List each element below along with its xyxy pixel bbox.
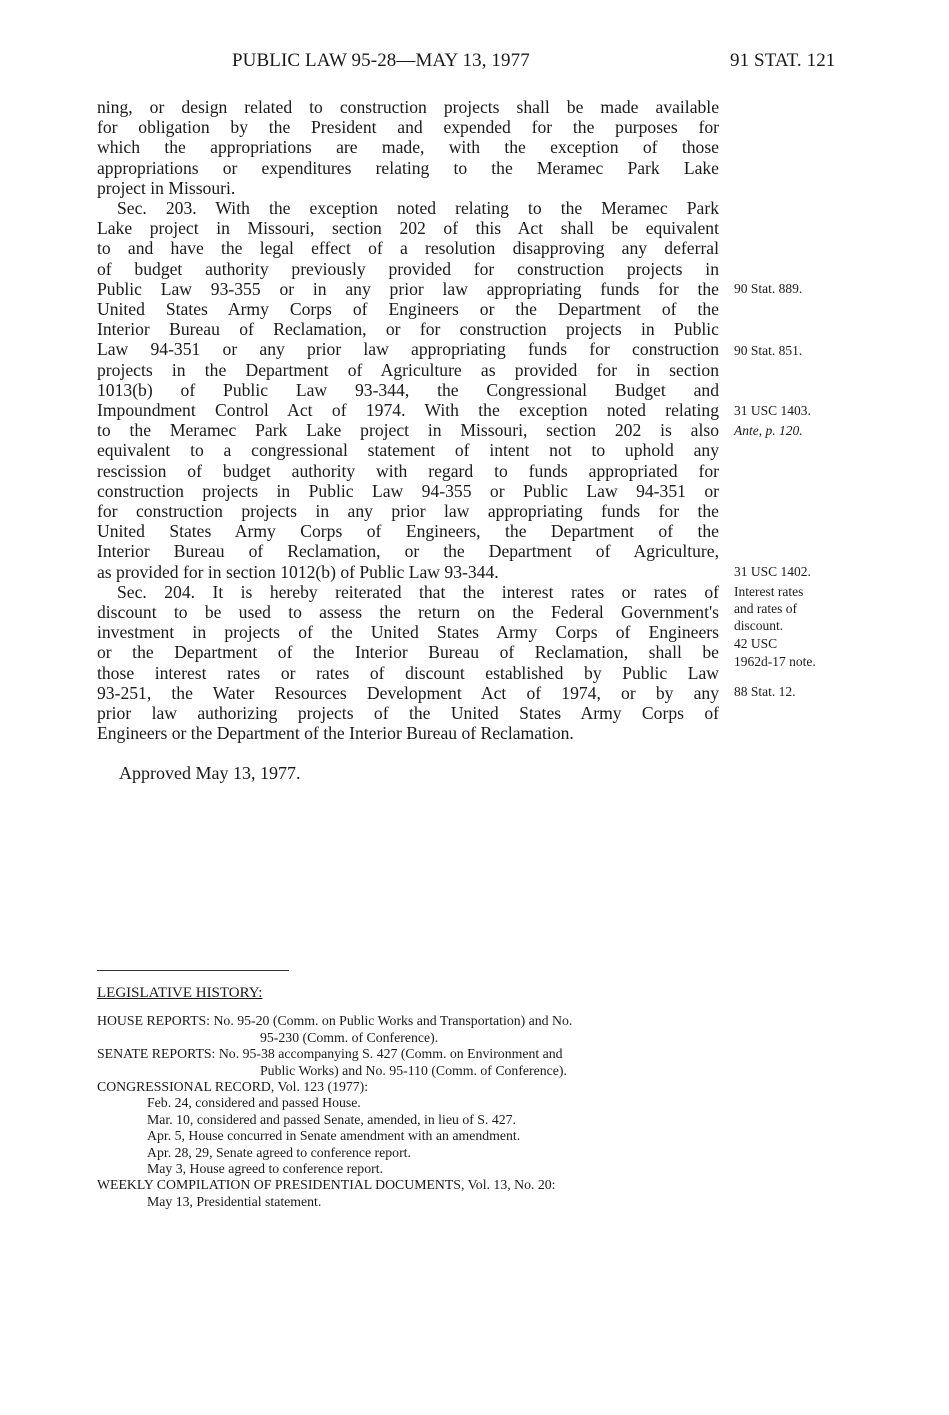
body-line: ning, or design related to construction projects shall be made available [97,97,719,117]
margin-note: 31 USC 1403. [734,403,811,418]
footnote-rule [97,970,289,971]
history-line: WEEKLY COMPILATION OF PRESIDENTIAL DOCUMENTS, Vol. 13, No. 20: [97,1177,556,1193]
margin-note: 90 Stat. 889. [734,281,803,296]
margin-note: 42 USC [734,636,778,651]
body-line: equivalent to a congressional statement of intent not to uphold any [97,440,719,461]
margin-note: 1962d-17 note. [734,654,816,669]
history-line: May 3, House agreed to conference report. [147,1161,383,1177]
running-head-title: PUBLIC LAW 95-28—MAY 13, 1977 [232,50,530,71]
body-line: Law 94-351 or any prior law appropriating funds for construction [97,339,719,360]
body-line: discount to be used to assess the return on the Federal Government's [97,602,719,623]
section-204-first-line: Sec. 204. It is hereby reiterated that the interest rates or rates of [117,581,719,602]
statute-body-text [97,97,719,744]
body-line: Engineers or the Department of the Interior Bureau of Reclamation. [97,723,574,744]
body-line: Lake project in Missouri, section 202 of this Act shall be equivalent [97,218,719,239]
body-line: or the Department of the Interior Bureau of Reclamation, shall be [97,642,719,663]
body-line: to the Meramec Park Lake project in Missouri, section 202 is also [97,420,719,441]
section-203-first-line: Sec. 203. With the exception noted relating to the Meramec Park [117,198,719,219]
history-line: SENATE REPORTS: No. 95-38 accompanying S. 427 (Comm. on Environment and [97,1046,563,1062]
statute-page-number: 91 STAT. 121 [730,50,836,71]
margin-note: 31 USC 1402. [734,564,811,579]
body-line: Interior Bureau of Reclamation, or the Department of Agriculture, [97,541,719,562]
body-line: project in Missouri. [97,177,236,198]
history-line: Feb. 24, considered and passed House. [147,1095,361,1111]
body-line: prior law authorizing projects of the United States Army Corps of [97,703,719,724]
history-line: Public Works) and No. 95-110 (Comm. of Conference). [260,1062,567,1078]
body-line: as provided for in section 1012(b) of Public Law 93-344. [97,561,499,582]
body-line: for construction projects in any prior law appropriating funds for the [97,501,719,522]
margin-note: Interest rates [734,584,804,599]
body-line: those interest rates or rates of discount established by Public Law [97,662,719,683]
body-line: 1013(b) of Public Law 93-344, the Congressional Budget and [97,379,719,400]
body-line: Impoundment Control Act of 1974. With the exception noted relating [97,400,719,421]
body-line: appropriations or expenditures relating to the Meramec Park Lake [97,157,719,178]
body-line: to and have the legal effect of a resolution disapproving any deferral [97,238,719,259]
margin-note: 88 Stat. 12. [734,684,796,699]
legislative-history-title: LEGISLATIVE HISTORY: [97,985,263,1001]
body-line: United States Army Corps of Engineers or the Department of the [97,299,719,320]
body-line: construction projects in Public Law 94-355 or Public Law 94-351 or [97,480,719,501]
body-line: Interior Bureau of Reclamation, or for construction projects in Public [97,319,719,340]
body-line: rescission of budget authority with regard to funds appropriated for [97,460,719,481]
body-line: investment in projects of the United States Army Corps of Engineers [97,622,719,643]
body-line: for obligation by the President and expended for the purposes for [97,117,719,138]
history-line: Mar. 10, considered and passed Senate, amended, in lieu of S. 427. [147,1111,516,1127]
legislative-history [97,985,727,1210]
body-line: Public Law 93-355 or in any prior law appropriating funds for the [97,278,719,299]
body-line: which the appropriations are made, with the exception of those [97,137,719,158]
body-line: projects in the Department of Agriculture as provided for in section [97,359,719,380]
margin-note: discount. [734,618,784,633]
history-line: 95-230 (Comm. of Conference). [260,1029,439,1045]
history-line: Apr. 5, House concurred in Senate amendment with an amendment. [147,1128,521,1144]
history-line: HOUSE REPORTS: No. 95-20 (Comm. on Public Works and Transportation) and No. [97,1013,573,1029]
history-line: CONGRESSIONAL RECORD, Vol. 123 (1977): [97,1079,369,1095]
body-line: United States Army Corps of Engineers, the Department of the [97,521,719,542]
margin-note: 90 Stat. 851. [734,343,803,358]
approval-date: Approved May 13, 1977. [119,763,301,783]
margin-note: and rates of [734,601,797,616]
history-line: Apr. 28, 29, Senate agreed to conference report. [147,1144,411,1160]
history-line: May 13, Presidential statement. [147,1193,322,1209]
margin-note: Ante, p. 120. [734,423,803,438]
body-line: of budget authority previously provided for construction projects in [97,258,719,279]
body-line: 93-251, the Water Resources Development Act of 1974, or by any [97,682,719,703]
